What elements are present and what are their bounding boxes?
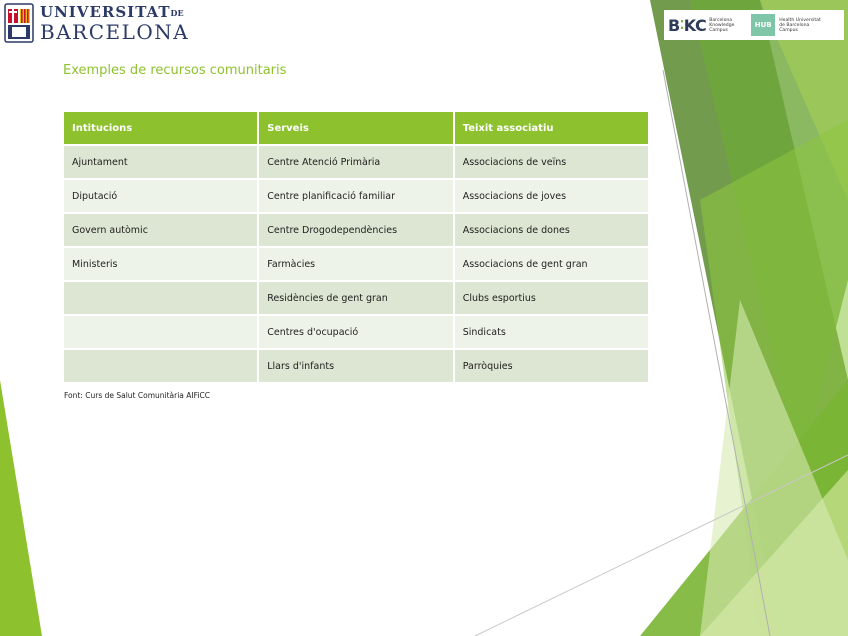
table-row <box>63 213 649 247</box>
table-cell: Sindicats <box>454 315 649 349</box>
table-cell: Llars d'infants <box>258 349 453 383</box>
header-institutions: Intitucions <box>63 111 258 145</box>
university-shield-icon <box>4 3 34 43</box>
table-cell <box>63 349 258 383</box>
table-row <box>63 145 649 179</box>
table-row <box>63 179 649 213</box>
resources-table <box>62 110 650 384</box>
table-header-row <box>63 111 649 145</box>
table-cell: Farmàcies <box>258 247 453 281</box>
hub-logo-text: Health Universitat de Barcelona Campus <box>779 17 821 33</box>
table-cell: Associacions de gent gran <box>454 247 649 281</box>
bkc-logo: B⁚KC Barcelona Knowledge Campus <box>668 16 743 35</box>
table-row <box>63 315 649 349</box>
table-cell: Associacions de joves <box>454 179 649 213</box>
university-logo <box>4 3 189 43</box>
table-cell: Centre planificació familiar <box>258 179 453 213</box>
slide-title: Exemples de recursos comunitaris <box>63 63 287 78</box>
header-associations: Teixit associatiu <box>454 111 649 145</box>
table-cell: Govern autòmic <box>63 213 258 247</box>
header-services: Serveis <box>258 111 453 145</box>
table-cell: Ajuntament <box>63 145 258 179</box>
table-row <box>63 349 649 383</box>
table-cell <box>63 281 258 315</box>
table-cell: Ministeris <box>63 247 258 281</box>
bkc-logo-text: Barcelona Knowledge Campus <box>709 17 735 33</box>
partner-logos <box>664 10 844 40</box>
logo-line-universitat: UNIVERSITATDE <box>40 2 184 21</box>
table-cell: Associacions de veïns <box>454 145 649 179</box>
table-cell: Diputació <box>63 179 258 213</box>
table-cell: Associacions de dones <box>454 213 649 247</box>
table-cell: Centre Atenció Primària <box>258 145 453 179</box>
table-cell: Centre Drogodependències <box>258 213 453 247</box>
logo-line-barcelona: BARCELONA <box>40 19 190 44</box>
hub-badge: HUB <box>751 14 775 36</box>
table-cell: Parròquies <box>454 349 649 383</box>
table-cell: Clubs esportius <box>454 281 649 315</box>
table-cell <box>63 315 258 349</box>
table-cell: Residències de gent gran <box>258 281 453 315</box>
source-note: Font: Curs de Salut Comunitària AIFiCC <box>64 391 210 400</box>
table-row <box>63 247 649 281</box>
table-cell: Centres d'ocupació <box>258 315 453 349</box>
hub-logo <box>751 14 833 36</box>
table-row <box>63 281 649 315</box>
